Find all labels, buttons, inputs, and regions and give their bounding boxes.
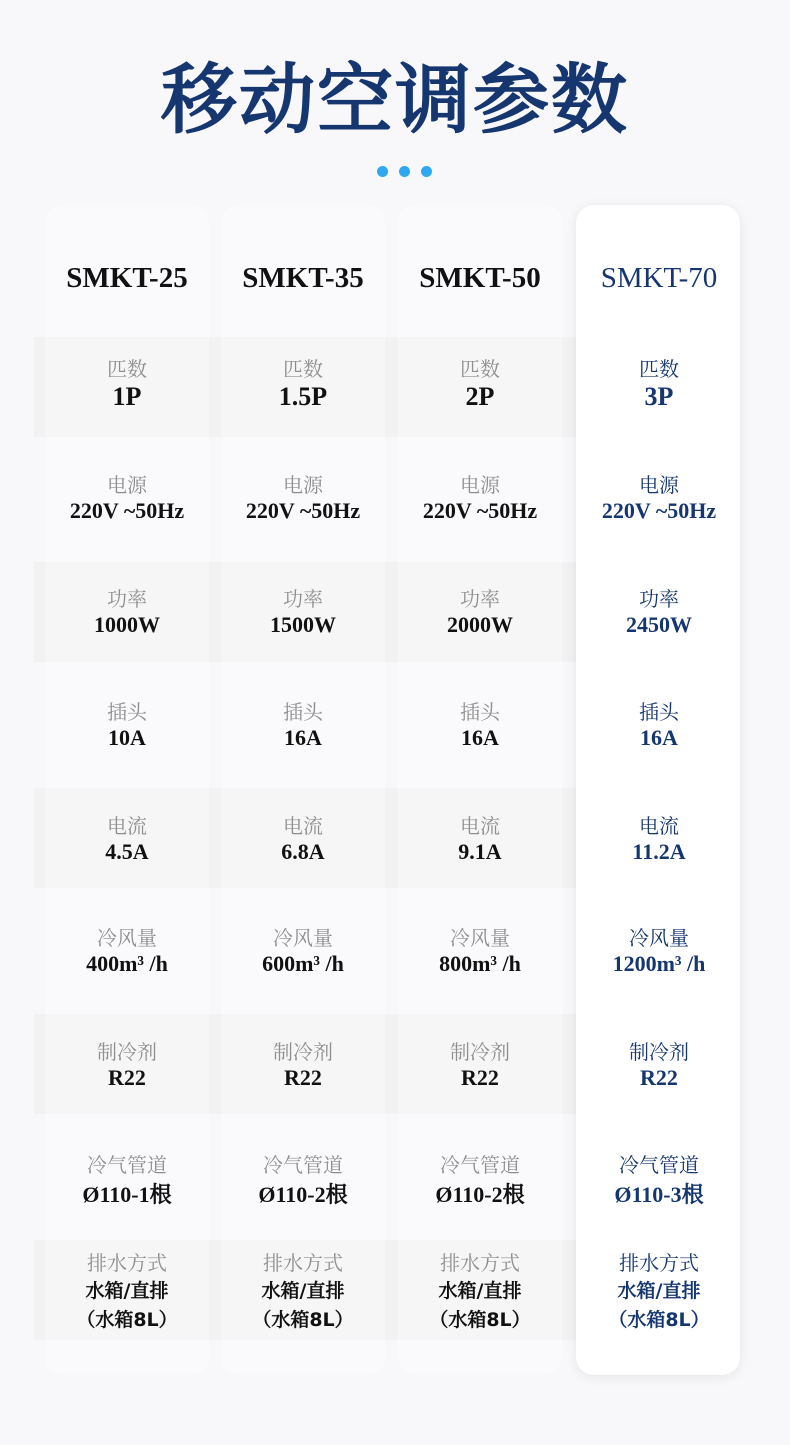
spec-value: 220V ~50Hz bbox=[69, 498, 185, 523]
spec-label: 电流 bbox=[460, 814, 500, 838]
spec-label: 电源 bbox=[283, 473, 323, 497]
spec-label: 排水方式 bbox=[619, 1251, 699, 1275]
spec-value: Ø110-3根 bbox=[614, 1182, 704, 1207]
spec-label: 制冷剂 bbox=[97, 1040, 157, 1064]
spec-label: 排水方式 bbox=[87, 1251, 167, 1275]
spec-label: 插头 bbox=[107, 700, 147, 724]
spec-label: 电源 bbox=[460, 473, 500, 497]
spec-value: 水箱/直排 bbox=[617, 1280, 701, 1302]
spec-value: 9.1A bbox=[458, 839, 502, 864]
spec-value-note: （水箱8L） bbox=[429, 1309, 531, 1331]
spec-label: 制冷剂 bbox=[629, 1040, 689, 1064]
spec-label: 电流 bbox=[283, 814, 323, 838]
decorative-dots bbox=[377, 166, 433, 178]
spec-value: 1.5P bbox=[278, 382, 328, 411]
spec-label: 制冷剂 bbox=[273, 1040, 333, 1064]
spec-value: 800m³ /h bbox=[439, 951, 521, 976]
spec-value: 2450W bbox=[626, 612, 692, 637]
spec-label: 冷气管道 bbox=[619, 1153, 699, 1177]
spec-label: 插头 bbox=[639, 700, 679, 724]
spec-label: 排水方式 bbox=[263, 1251, 343, 1275]
spec-value-note: （水箱8L） bbox=[608, 1309, 710, 1331]
dot-icon bbox=[377, 166, 388, 177]
spec-value: 16A bbox=[284, 725, 322, 750]
model-name: SMKT-70 bbox=[600, 262, 718, 294]
spec-label: 制冷剂 bbox=[450, 1040, 510, 1064]
spec-value: Ø110-1根 bbox=[82, 1182, 172, 1207]
spec-value-note: （水箱8L） bbox=[252, 1309, 354, 1331]
spec-label: 冷风量 bbox=[273, 926, 333, 950]
spec-label: 冷风量 bbox=[450, 926, 510, 950]
spec-label: 匹数 bbox=[283, 357, 323, 381]
spec-label: 电流 bbox=[107, 814, 147, 838]
spec-value: 400m³ /h bbox=[86, 951, 168, 976]
spec-value: 1500W bbox=[270, 612, 336, 637]
spec-value: Ø110-2根 bbox=[435, 1182, 525, 1207]
spec-label: 排水方式 bbox=[440, 1251, 520, 1275]
spec-value: 1200m³ /h bbox=[612, 951, 706, 976]
spec-label: 电源 bbox=[639, 473, 679, 497]
spec-value: 6.8A bbox=[281, 839, 325, 864]
spec-value: 600m³ /h bbox=[262, 951, 344, 976]
spec-label: 匹数 bbox=[107, 357, 147, 381]
spec-value: 16A bbox=[461, 725, 499, 750]
spec-value-note: （水箱8L） bbox=[76, 1309, 178, 1331]
spec-label: 插头 bbox=[283, 700, 323, 724]
dot-icon bbox=[421, 166, 432, 177]
spec-label: 功率 bbox=[639, 587, 679, 611]
spec-value: 11.2A bbox=[632, 839, 686, 864]
spec-value: 水箱/直排 bbox=[85, 1280, 169, 1302]
spec-label: 功率 bbox=[283, 587, 323, 611]
model-name: SMKT-50 bbox=[419, 262, 541, 294]
spec-value: 1000W bbox=[94, 612, 160, 637]
spec-label: 冷风量 bbox=[97, 926, 157, 950]
spec-value: R22 bbox=[108, 1065, 146, 1090]
spec-value: 2P bbox=[465, 382, 495, 411]
spec-label: 冷气管道 bbox=[87, 1153, 167, 1177]
dot-icon bbox=[399, 166, 410, 177]
spec-label: 匹数 bbox=[460, 357, 500, 381]
model-name: SMKT-25 bbox=[66, 262, 188, 294]
spec-value: Ø110-2根 bbox=[258, 1182, 348, 1207]
spec-value: 16A bbox=[640, 725, 678, 750]
spec-label: 电源 bbox=[107, 473, 147, 497]
spec-label: 冷气管道 bbox=[263, 1153, 343, 1177]
spec-label: 电流 bbox=[639, 814, 679, 838]
spec-label: 功率 bbox=[107, 587, 147, 611]
spec-value: 220V ~50Hz bbox=[422, 498, 538, 523]
spec-label: 冷风量 bbox=[629, 926, 689, 950]
spec-value: 水箱/直排 bbox=[438, 1280, 522, 1302]
spec-value: 10A bbox=[108, 725, 146, 750]
spec-value: 1P bbox=[112, 382, 142, 411]
spec-value: 220V ~50Hz bbox=[601, 498, 717, 523]
spec-value: R22 bbox=[284, 1065, 322, 1090]
spec-value: 4.5A bbox=[105, 839, 149, 864]
spec-label: 匹数 bbox=[639, 357, 679, 381]
spec-value: 水箱/直排 bbox=[261, 1280, 345, 1302]
model-name: SMKT-35 bbox=[242, 262, 364, 294]
spec-label: 冷气管道 bbox=[440, 1153, 520, 1177]
spec-value: 220V ~50Hz bbox=[245, 498, 361, 523]
page-title: 移动空调参数 bbox=[161, 55, 629, 144]
spec-value: 3P bbox=[644, 382, 674, 411]
spec-label: 插头 bbox=[460, 700, 500, 724]
spec-value: R22 bbox=[640, 1065, 678, 1090]
spec-label: 功率 bbox=[460, 587, 500, 611]
spec-value: 2000W bbox=[447, 612, 513, 637]
spec-value: R22 bbox=[461, 1065, 499, 1090]
